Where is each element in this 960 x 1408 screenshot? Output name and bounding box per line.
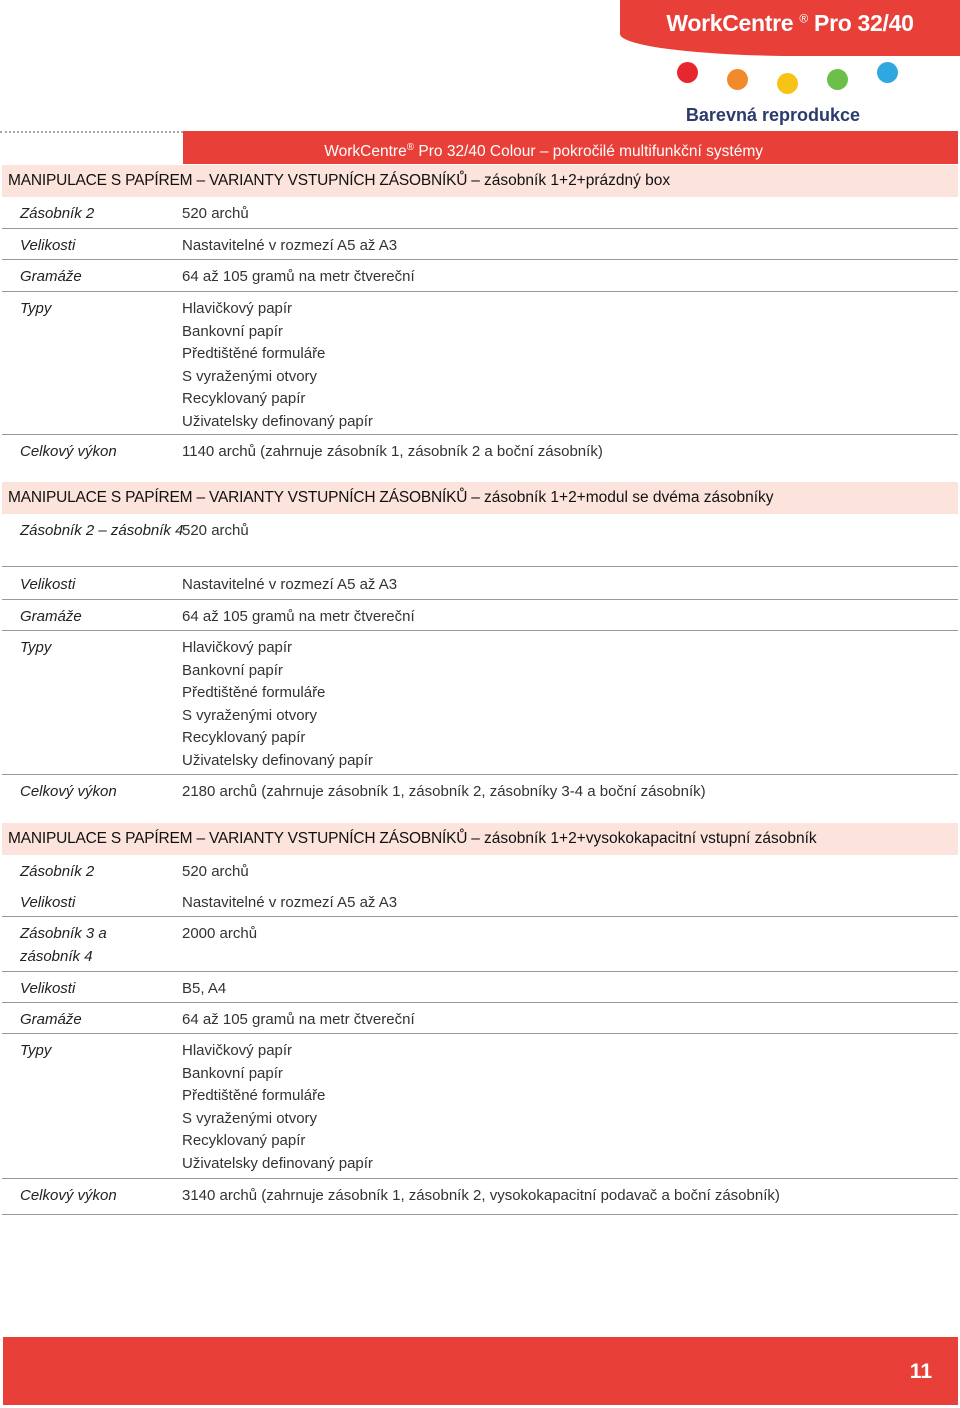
spec-label: Gramáže — [20, 1011, 82, 1028]
spec-value: B5, A4 — [182, 980, 227, 997]
spec-row — [2, 886, 958, 917]
color-dot-green — [827, 69, 848, 90]
spec-label: Zásobník 2 — [20, 205, 95, 222]
footer-bar — [3, 1337, 958, 1405]
spec-value: Nastavitelné v rozmezí A5 až A3 — [182, 237, 398, 254]
spec-value: Nastavitelné v rozmezí A5 až A3 — [182, 894, 398, 911]
spec-label: Celkový výkon — [20, 1187, 117, 1204]
spec-label: Gramáže — [20, 608, 82, 625]
brand-subtitle: Barevná reprodukce — [685, 105, 860, 125]
spec-value: 1140 archů (zahrnuje zásobník 1, zásobník 2 a boční zásobník) — [182, 443, 603, 460]
color-dot-red — [677, 62, 698, 83]
spec-value: Nastavitelné v rozmezí A5 až A3 — [182, 576, 398, 593]
spec-label: Gramáže — [20, 268, 82, 285]
spec-row — [2, 972, 958, 1003]
spec-value: Hlavičkový papír Bankovní papír Předtištěné formuláře S vyraženými otvory Recyklovaný papír Uživatelsky definovaný papír — [182, 1042, 373, 1172]
spec-label: Typy — [20, 1042, 52, 1059]
spec-label: Zásobník 2 – zásobník 4 — [20, 522, 184, 539]
spec-label: Velikosti — [20, 980, 76, 997]
spec-value: Hlavičkový papír Bankovní papír Předtištěné formuláře S vyraženými otvory Recyklovaný papír Uživatelsky definovaný papír — [182, 300, 373, 430]
spec-row — [2, 600, 958, 631]
spec-label: Celkový výkon — [20, 783, 117, 800]
spec-value: 64 až 105 gramů na metr čtvereční — [182, 268, 415, 285]
spec-row — [2, 197, 958, 229]
spec-row — [2, 260, 958, 292]
spec-row — [2, 631, 958, 775]
spec-row — [2, 917, 958, 972]
spec-row — [2, 568, 958, 600]
page-number: 11 — [909, 1360, 932, 1383]
brand-title: WorkCentre ® Pro 32/40 — [666, 10, 914, 36]
spec-label: Velikosti — [20, 237, 76, 254]
spec-label: Typy — [20, 300, 52, 317]
color-dot-blue — [877, 62, 898, 83]
spec-value: 3140 archů (zahrnuje zásobník 1, zásobník 2, vysokokapacitní podavač a boční zásobník) — [182, 1187, 780, 1204]
spec-value: 64 až 105 gramů na metr čtvereční — [182, 608, 415, 625]
section-heading: MANIPULACE S PAPÍREM – VARIANTY VSTUPNÍCH ZÁSOBNÍKŮ – zásobník 1+2+prázdný box — [2, 165, 958, 197]
spec-row — [2, 1179, 958, 1215]
spec-row — [2, 1034, 958, 1179]
color-dot-yellow — [777, 73, 798, 94]
spec-row — [2, 292, 958, 435]
spec-label: Zásobník 2 — [20, 863, 95, 880]
spec-row — [2, 514, 958, 567]
spec-row — [2, 1003, 958, 1034]
section-heading: MANIPULACE S PAPÍREM – VARIANTY VSTUPNÍCH ZÁSOBNÍKŮ – zásobník 1+2+modul se dvéma zásobníky — [2, 482, 958, 514]
spec-label: Typy — [20, 639, 52, 656]
spec-label: Zásobník 3 a zásobník 4 — [20, 925, 107, 965]
spec-value: 64 až 105 gramů na metr čtvereční — [182, 1011, 415, 1028]
spec-row — [2, 855, 958, 886]
spec-row — [2, 229, 958, 260]
color-dot-orange — [727, 69, 748, 90]
spec-value: 520 archů — [182, 863, 249, 880]
spec-value: 520 archů — [182, 205, 249, 222]
spec-label: Celkový výkon — [20, 443, 117, 460]
spec-value: 520 archů — [182, 522, 249, 539]
spec-value: Hlavičkový papír Bankovní papír Předtištěné formuláře S vyraženými otvory Recyklovaný papír Uživatelsky definovaný papír — [182, 639, 373, 769]
spec-value: 2180 archů (zahrnuje zásobník 1, zásobník 2, zásobníky 3-4 a boční zásobník) — [182, 783, 706, 800]
spec-label: Velikosti — [20, 576, 76, 593]
spec-value: 2000 archů — [182, 925, 258, 942]
dotted-divider — [0, 131, 183, 133]
spec-label: Velikosti — [20, 894, 76, 911]
spec-row — [2, 775, 958, 807]
spec-row — [2, 435, 958, 467]
product-header-bar: WorkCentre® Pro 32/40 Colour – pokročilé multifunkční systémy — [183, 131, 958, 164]
brand-banner — [620, 0, 960, 56]
section-heading: MANIPULACE S PAPÍREM – VARIANTY VSTUPNÍCH ZÁSOBNÍKŮ – zásobník 1+2+vysokokapacitní vstupní zásobník — [2, 823, 958, 855]
